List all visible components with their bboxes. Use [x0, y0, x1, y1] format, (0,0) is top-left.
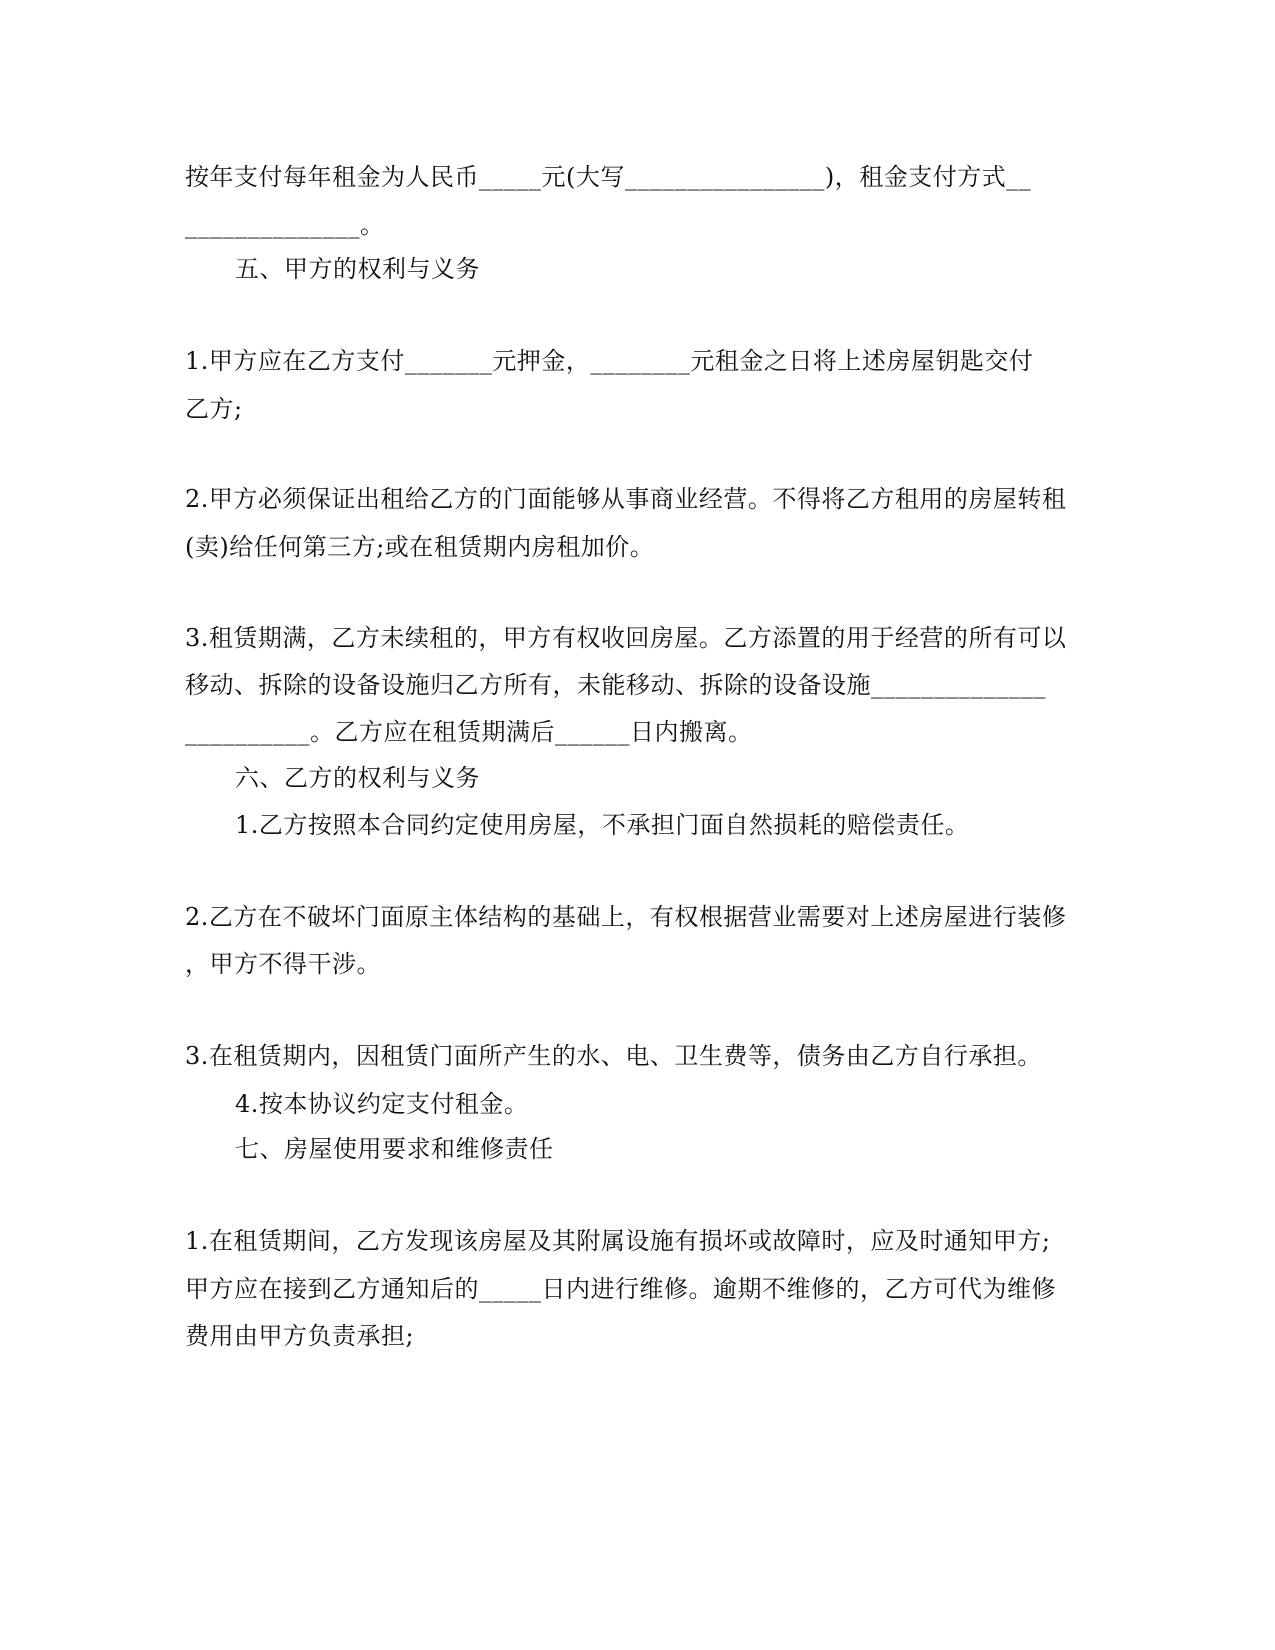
text-line: 2.甲方必须保证出租给乙方的门面能够从事商业经营。不得将乙方租用的房屋转租: [185, 485, 1067, 513]
text-line: (卖)给任何第三方;或在租赁期内房租加价。: [185, 533, 655, 561]
text-line: 费用由甲方负责承担;: [185, 1322, 415, 1350]
text-line: 3.租赁期满，乙方未续租的，甲方有权收回房屋。乙方添置的用于经营的所有可以: [185, 624, 1067, 652]
section-heading: 五、甲方的权利与义务: [235, 255, 480, 283]
text-line: 3.在租赁期内，因租赁门面所产生的水、电、卫生费等，债务由乙方自行承担。: [185, 1042, 1042, 1070]
text-line: 1.乙方按照本合同约定使用房屋，不承担门面自然损耗的赔偿责任。: [235, 811, 970, 839]
text-line: 按年支付每年租金为人民币_____元(大写________________)，租金支付方式__: [185, 163, 1032, 191]
text-line: 乙方;: [185, 395, 243, 423]
section-heading: 七、房屋使用要求和维修责任: [235, 1135, 554, 1163]
text-line: ______________。: [185, 211, 385, 239]
text-line: 移动、拆除的设备设施归乙方所有，未能移动、拆除的设备设施______________: [185, 671, 1046, 699]
section-heading: 六、乙方的权利与义务: [235, 764, 480, 792]
text-line: 1.甲方应在乙方支付_______元押金，________元租金之日将上述房屋钥匙交付: [185, 347, 1034, 375]
text-line: 1.在租赁期间，乙方发现该房屋及其附属设施有损坏或故障时，应及时通知甲方;: [185, 1227, 1051, 1255]
text-line: 甲方应在接到乙方通知后的_____日内进行维修。逾期不维修的，乙方可代为维修: [185, 1275, 1056, 1303]
text-line: 4.按本协议约定支付租金。: [235, 1090, 529, 1118]
text-line: ，甲方不得干涉。: [185, 950, 381, 978]
text-line: 2.乙方在不破坏门面原主体结构的基础上，有权根据营业需要对上述房屋进行装修: [185, 903, 1067, 931]
text-line: __________。乙方应在租赁期满后______日内搬离。: [185, 718, 753, 746]
